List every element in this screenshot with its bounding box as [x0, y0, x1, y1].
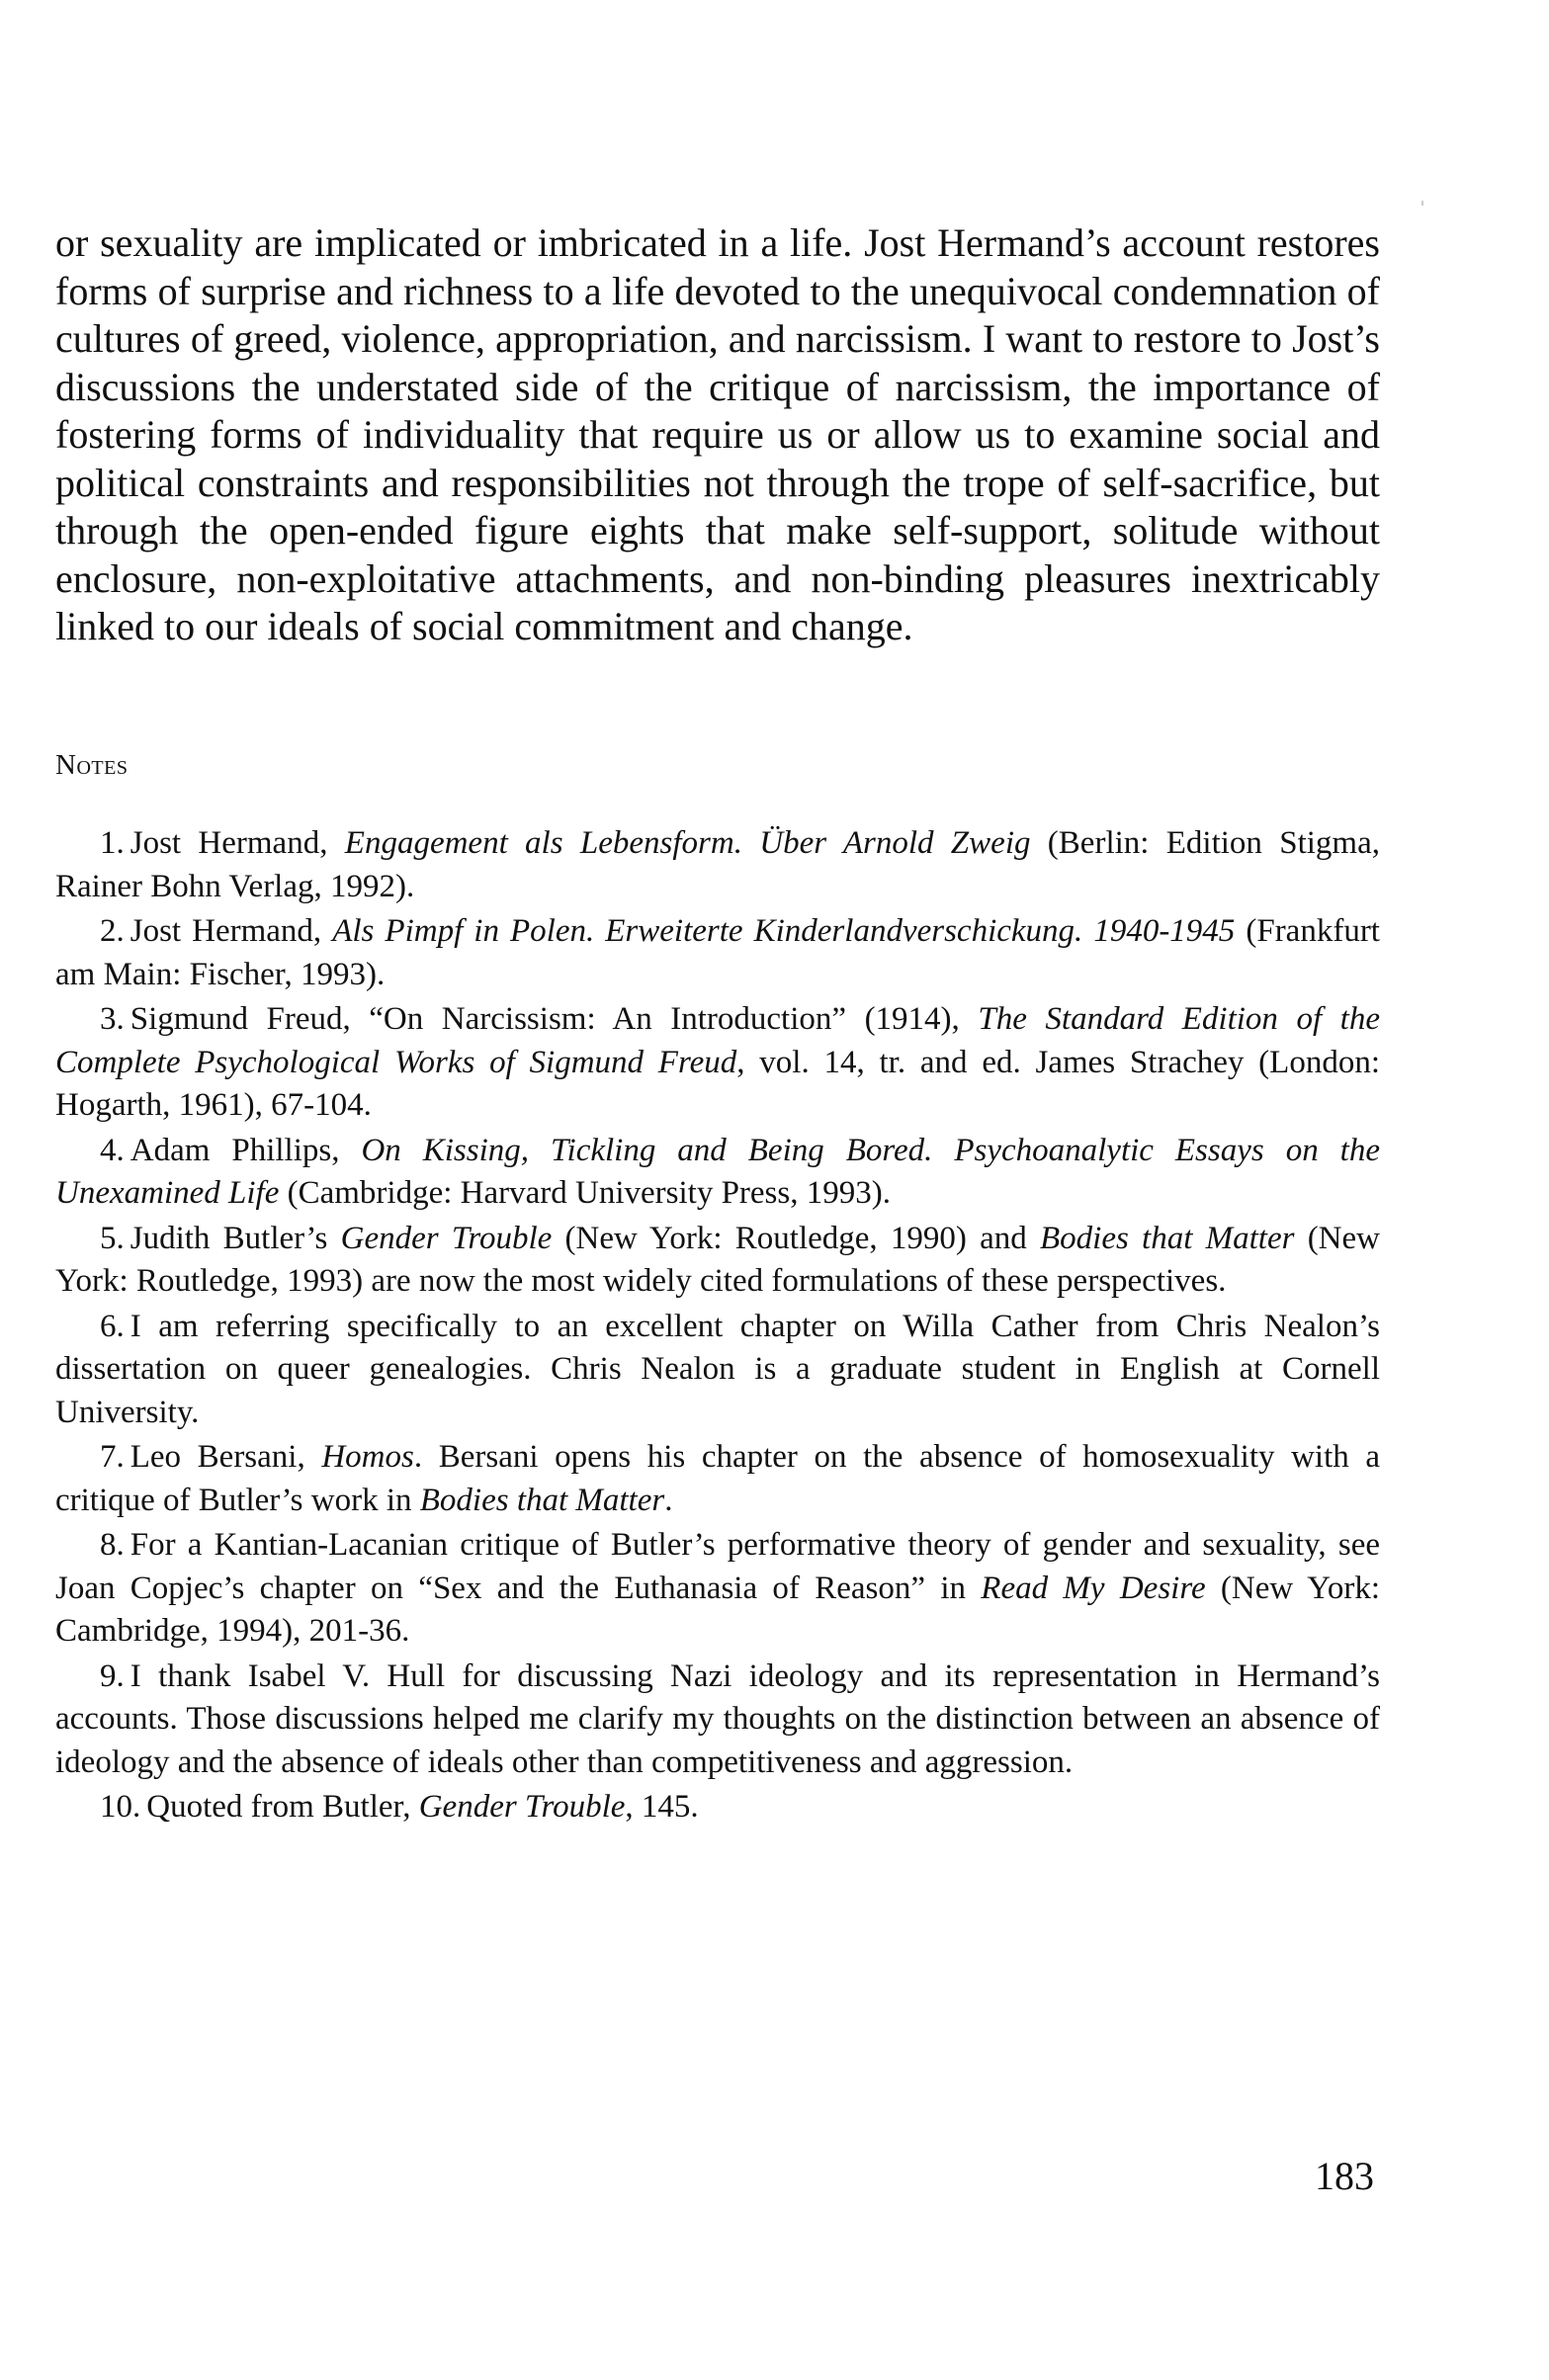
note-item: [55, 1130, 1380, 1216]
note-number: 6.: [100, 1308, 125, 1344]
note-text: Leo Bersani,: [129, 1439, 322, 1475]
note-title: On Kissing, Tickling and Being Bored. Psychoanalytic Essays on the Unexamined Life: [55, 1132, 1380, 1211]
note-text: (Frankfurt am Main: Fischer, 1993).: [55, 913, 1380, 992]
note-text: For a Kantian-Lacanian critique of Butler’s performative theory of gender and sexuality, see Joan Copjec’s chapter on “Sex and the Euthanasia of Reason” in: [55, 1527, 1380, 1606]
note-text: (Berlin: Edition Stigma, Rainer Bohn Verlag, 1992).: [55, 825, 1380, 904]
note-title: Homos: [321, 1439, 414, 1475]
scan-speck: [1421, 201, 1423, 206]
note-number: 3.: [100, 1001, 125, 1037]
note-item: [55, 822, 1380, 908]
note-text: Quoted from Butler,: [146, 1789, 419, 1825]
note-text: (New York: Cambridge, 1994), 201-36.: [55, 1570, 1380, 1649]
note-title: Bodies that Matter: [419, 1482, 665, 1518]
note-item: [55, 910, 1380, 996]
note-text: Judith Butler’s: [129, 1220, 341, 1256]
note-text: (New York: Routledge, 1993) are now the most widely cited formulations of these perspectives.: [55, 1220, 1380, 1299]
note-number: 1.: [100, 825, 125, 861]
note-item: [55, 1786, 1380, 1829]
note-number: 10.: [100, 1789, 141, 1825]
note-text: , 145.: [625, 1789, 699, 1825]
note-number: 8.: [100, 1527, 125, 1563]
note-number: 9.: [100, 1658, 125, 1694]
note-title: Gender Trouble: [418, 1789, 626, 1825]
note-text: Adam Phillips,: [129, 1132, 362, 1168]
note-text: Jost Hermand,: [129, 825, 345, 861]
note-item: [55, 1524, 1380, 1654]
body-paragraph: or sexuality are implicated or imbricated in a life. Jost Hermand’s account restores forms of surprise and richness to a life devoted to the unequivocal condemnation of cultures of greed, violence, appropriation, and narcissism. I want to restore to Jost’s discussions the understated side of the critique of narcissism, the importance of fostering forms of individuality that require us or allow us to examine social and political constraints and responsibilities not through the trope of self-sacrifice, but through the open-ended figure eights that make self-support, solitude without enclosure, non-exploitative attachments, and non-binding pleasures inextricably linked to our ideals of social commitment and change.: [55, 220, 1380, 648]
note-title: Als Pimpf in Polen. Erweiterte Kinderlandverschickung. 1940-1945: [332, 913, 1236, 949]
note-text: (New York: Routledge, 1990) and: [552, 1220, 1040, 1256]
note-item: [55, 1436, 1380, 1522]
note-text: (Cambridge: Harvard University Press, 1993).: [279, 1175, 891, 1211]
note-text: Sigmund Freud, “On Narcissism: An Introduction” (1914),: [129, 1001, 979, 1037]
note-title: The Standard Edition of the Complete Psychological Works of Sigmund Freud: [55, 1001, 1380, 1080]
note-title: Engagement als Lebensform. Über Arnold Zweig: [344, 825, 1031, 861]
note-item: [55, 1306, 1380, 1435]
note-text: Jost Hermand,: [129, 913, 333, 949]
note-item: [55, 1656, 1380, 1785]
note-text: I am referring specifically to an excellent chapter on Willa Cather from Chris Nealon’s dissertation on queer genealogies. Chris Nealon is a graduate student in English at Cornell University.: [55, 1308, 1380, 1430]
note-title: Gender Trouble: [340, 1220, 553, 1256]
note-item: [55, 998, 1380, 1128]
notes-list: [55, 822, 1380, 1831]
note-text: I thank Isabel V. Hull for discussing Nazi ideology and its representation in Hermand’s accounts. Those discussions helped me clarify my thoughts on the distinction between an absence of ideology and the absence of ideals other than competitiveness and aggression.: [55, 1658, 1380, 1780]
note-text: .: [664, 1482, 673, 1518]
note-number: 7.: [100, 1439, 125, 1475]
note-title: Read My Desire: [981, 1570, 1206, 1606]
note-number: 2.: [100, 913, 125, 949]
notes-heading: Notes: [55, 749, 129, 781]
note-title: Bodies that Matter: [1040, 1220, 1295, 1256]
page-number: 183: [1315, 2154, 1374, 2198]
note-text: . Bersani opens his chapter on the absence of homosexuality with a critique of Butler’s work in: [55, 1439, 1381, 1518]
note-number: 4.: [100, 1132, 125, 1168]
note-item: [55, 1218, 1380, 1304]
note-text: , vol. 14, tr. and ed. James Strachey (London: Hogarth, 1961), 67-104.: [55, 1044, 1380, 1123]
note-number: 5.: [100, 1220, 125, 1256]
